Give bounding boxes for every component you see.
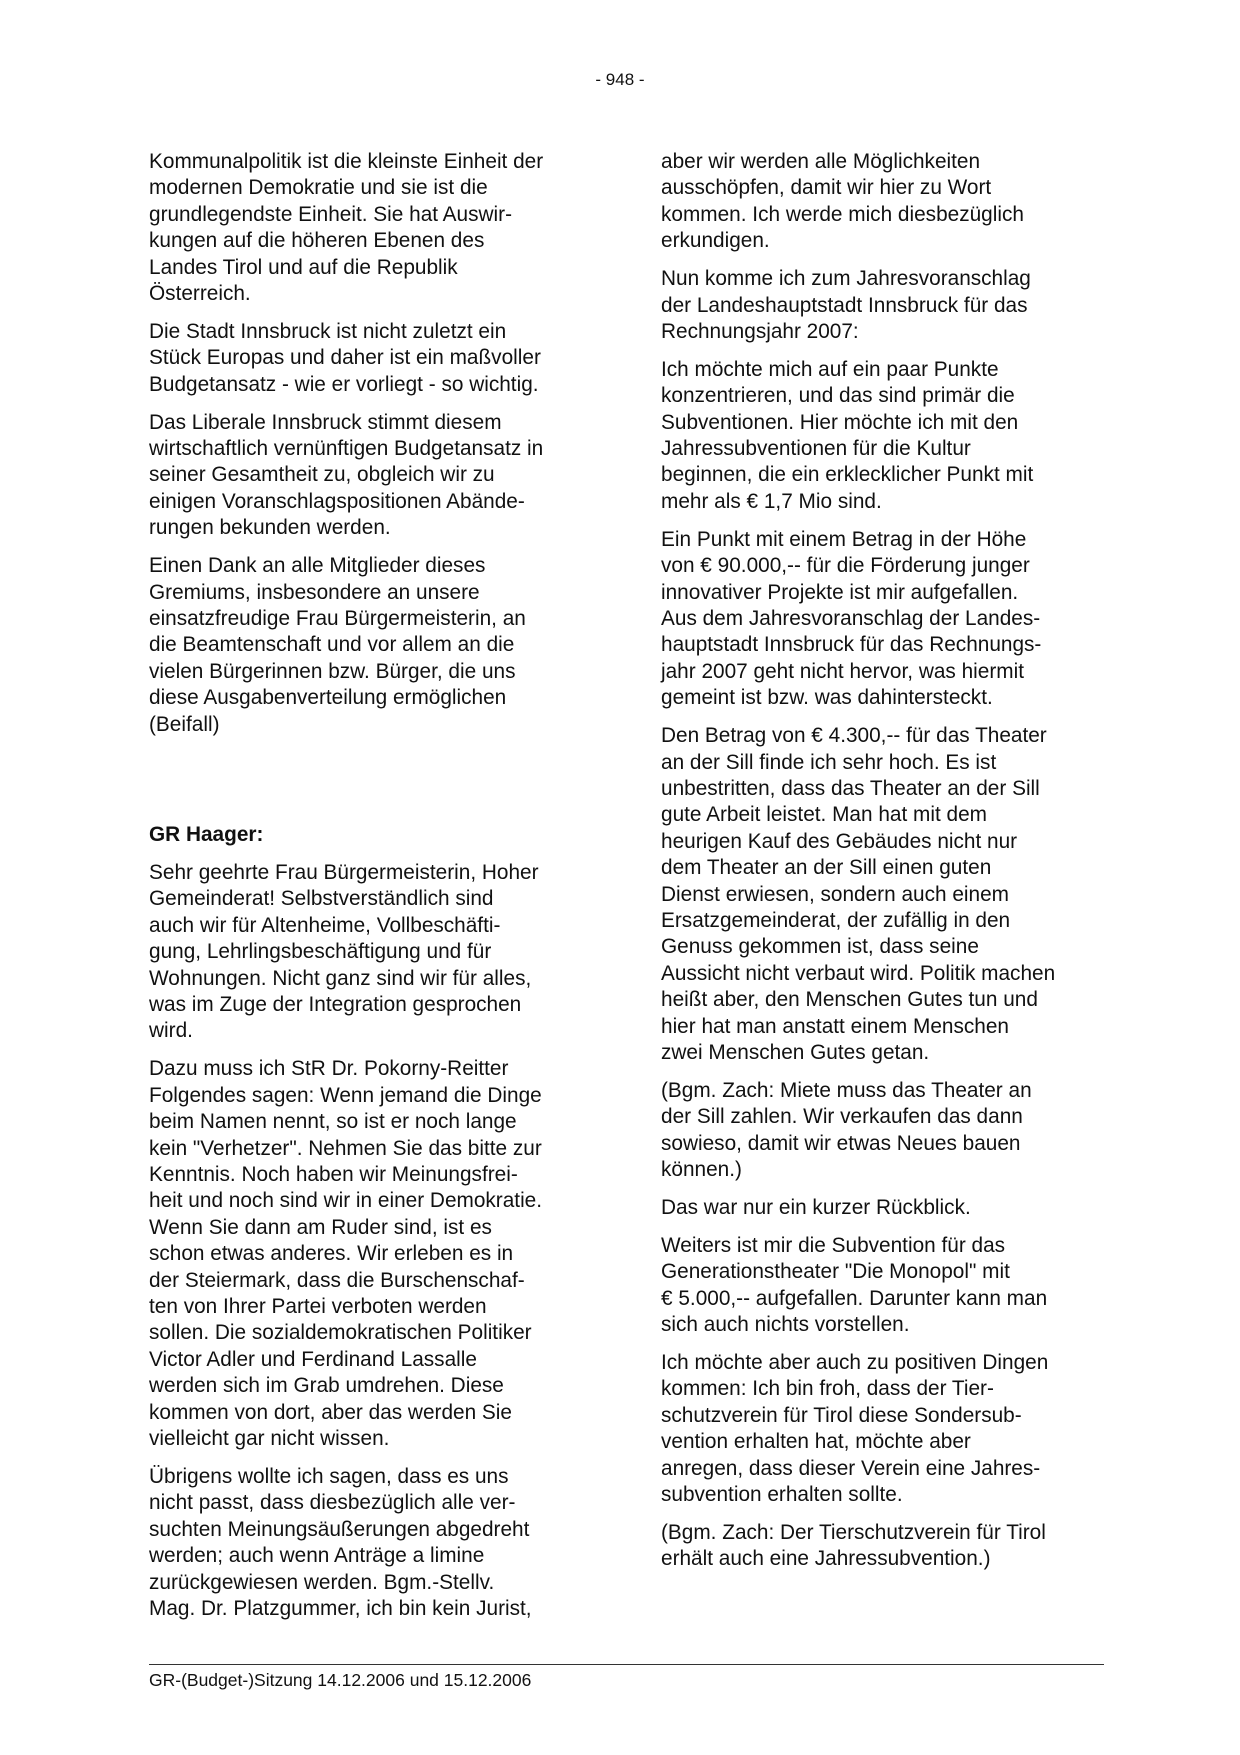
- page-number: - 948 -: [595, 70, 645, 89]
- paragraph: Sehr geehrte Frau Bürgermeisterin, Hoher Gemeinderat! Selbstverständlich sind auch wir für Altenheime, Vollbeschäfti- gung, Lehrlingsbeschäftigung und für Wohnungen. Nicht ganz sind wir für alles, was im Zuge der Integration gesprochen wird.: [149, 860, 539, 1043]
- paragraph: Nun komme ich zum Jahresvoranschlag der Landeshauptstadt Innsbruck für das Rechnungsjahr 2007:: [661, 267, 1031, 343]
- paragraph: (Bgm. Zach: Der Tierschutzverein für Tirol erhält auch eine Jahressubvention.): [661, 1521, 1046, 1571]
- paragraph: Den Betrag von € 4.300,-- für das Theater an der Sill finde ich sehr hoch. Es ist unbestritten, dass das Theater an der Sill gute Arbeit leistet. Man hat mit dem heurigen Kauf des Gebäudes nicht nur dem Theater an der Sill einen guten Dienst erwiesen, sondern auch einem Ersatzgemeinderat, der zufällig in den Genuss gekommen ist, dass seine Aussicht nicht verbaut wird. Politik machen heißt aber, den Menschen Gutes tun und hier hat man anstatt einem Menschen zwei Menschen Gutes getan.: [661, 724, 1056, 1064]
- paragraph: Weiters ist mir die Subvention für das Generationstheater "Die Monopol" mit € 5.000,-- aufgefallen. Darunter kann man sich auch nichts vorstellen.: [661, 1233, 1048, 1337]
- paragraph: (Bgm. Zach: Miete muss das Theater an der Sill zahlen. Wir verkaufen das dann sowieso, damit wir etwas Neues bauen können.): [661, 1078, 1032, 1182]
- footer-text: GR-(Budget-)Sitzung 14.12.2006 und 15.12.2006: [149, 1670, 532, 1690]
- paragraph: Die Stadt Innsbruck ist nicht zuletzt ein Stück Europas und daher ist ein maßvoller Budgetansatz - wie er vorliegt - so wichtig.: [149, 319, 541, 396]
- speaker-heading: GR Haager:: [149, 823, 264, 847]
- paragraph: Übrigens wollte ich sagen, dass es uns nicht passt, dass diesbezüglich alle ver- suchten Meinungsäußerungen abgedreht werden; auch wenn Anträge a limine zurückgewiesen werden. Bgm.-Stellv. Mag. Dr. Platzgummer, ich bin kein Jurist,: [149, 1464, 532, 1620]
- left-column: [149, 149, 614, 1634]
- footer-divider: [149, 1664, 1104, 1665]
- paragraph: Ein Punkt mit einem Betrag in der Höhe von € 90.000,-- für die Förderung junger innovativer Projekte ist mir aufgefallen. Aus dem Jahresvoranschlag der Landes- hauptstadt Innsbruck für das Rechnungs- jahr 2007 geht nicht hervor, was hiermit gemeint ist bzw. was dahintersteckt.: [661, 527, 1042, 710]
- paragraph: aber wir werden alle Möglichkeiten ausschöpfen, damit wir hier zu Wort kommen. Ich werde mich diesbezüglich erkundigen.: [661, 150, 1024, 253]
- paragraph: Das Liberale Innsbruck stimmt diesem wirtschaftlich vernünftigen Budgetansatz in seiner Gesamtheit zu, obgleich wir zu einigen Voranschlagspositionen Abände- rungen bekunden werden.: [149, 410, 544, 540]
- paragraph: Kommunalpolitik ist die kleinste Einheit der modernen Demokratie und sie ist die grundlegendste Einheit. Sie hat Auswir- kungen auf die höheren Ebenen des Landes Tirol und auf die Republik Österreich.: [149, 150, 544, 306]
- paragraph: Dazu muss ich StR Dr. Pokorny-Reitter Folgendes sagen: Wenn jemand die Dinge beim Namen nennt, so ist er noch lange kein "Verhetzer". Nehmen Sie das bitte zur Kenntnis. Noch haben wir Meinungsfrei- heit und noch sind wir in einer Demokratie. Wenn Sie dann am Ruder sind, ist es schon etwas anderes. Wir erleben es in der Steiermark, dass die Burschenschaf- ten von Ihrer Partei verboten werden sollen. Die sozialdemokratischen Politiker Victor Adler und Ferdinand Lassalle werden sich im Grab umdrehen. Diese kommen von dort, aber das werden Sie vielleicht gar nicht wissen.: [149, 1057, 543, 1450]
- paragraph: Das war nur ein kurzer Rückblick.: [661, 1196, 971, 1220]
- right-column: [661, 149, 1131, 1584]
- paragraph: Ich möchte aber auch zu positiven Dingen kommen: Ich bin froh, dass der Tier- schutzverein für Tirol diese Sondersub- vention erhalten hat, möchte aber anregen, dass dieser Verein eine Jahres- subvention erhalten sollte.: [661, 1351, 1049, 1507]
- paragraph: Einen Dank an alle Mitglieder dieses Gremiums, insbesondere an unsere einsatzfreudige Frau Bürgermeisterin, an die Beamtenschaft und vor allem an die vielen Bürgerinnen bzw. Bürger, die uns diese Ausgabenverteilung ermöglichen (Beifall): [149, 554, 526, 736]
- paragraph: Ich möchte mich auf ein paar Punkte konzentrieren, und das sind primär die Subventionen. Hier möchte ich mit den Jahressubventionen für die Kultur beginnen, die ein erklecklicher Punkt mit mehr als € 1,7 Mio sind.: [661, 357, 1034, 513]
